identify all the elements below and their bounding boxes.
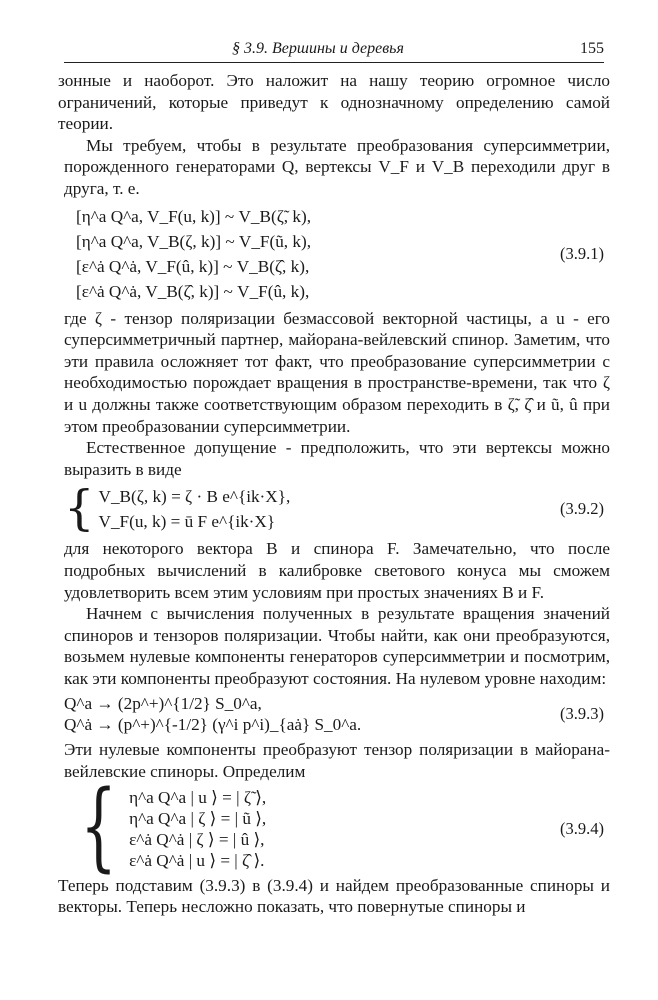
equation-line: V_F(u, k) = ū F e^{ik·X}	[98, 512, 276, 532]
equation-line: [η^a Q^a, V_B(ζ, k)] ~ V_F(ũ, k),	[76, 231, 312, 251]
equation-lines	[129, 787, 266, 871]
equation-3-9-3	[64, 693, 610, 735]
paragraph-5: для некоторого вектора B и спинора F. Замечательно, что после подробных вычислений в калибровке светового конуса мы сможем удовлетворить всем этим условиям при простых значениях B и F.	[64, 539, 610, 602]
equation-number: (3.9.3)	[560, 704, 604, 724]
equation-line: Q^ȧ → (p^+)^{-1/2} (γ^i p^i)_{aȧ} S_0^a.	[64, 715, 362, 735]
equation-line: η^a Q^a | ζ ⟩ = | ũ ⟩,	[129, 808, 267, 828]
equation-number: (3.9.1)	[560, 243, 604, 263]
equation-number: (3.9.4)	[560, 818, 604, 838]
paragraph-4: Естественное допущение - предположить, что эти вертексы можно выразить в виде	[64, 438, 610, 479]
equation-system	[64, 480, 610, 537]
running-head	[64, 36, 604, 63]
equation-line: V_B(ζ, k) = ζ · B e^{ik·X},	[98, 487, 291, 507]
equation-number: (3.9.2)	[560, 499, 604, 519]
paragraph-8: Теперь подставим (3.9.3) в (3.9.4) и найдем преобразованные спиноры и векторы. Теперь несложно показать, что повернутые спиноры и	[58, 875, 610, 917]
paragraph-1: зонные и наоборот. Это наложит на нашу теорию огромное число ограничений, которые приведут к однозначному определению самой теории.	[58, 71, 610, 134]
equation-lines	[99, 484, 291, 534]
section-title: § 3.9. Вершины и деревья	[232, 40, 404, 57]
equation-system	[64, 769, 610, 882]
left-brace: {	[64, 480, 95, 537]
page-number: 155	[580, 40, 604, 57]
equation-line: ε^ȧ Q^ȧ | ζ ⟩ = | û ⟩,	[129, 829, 265, 849]
equation-line: [ε^ȧ Q^ȧ, V_F(û, k)] ~ V_B(ζ̂, k),	[76, 256, 310, 276]
equation-3-9-2	[64, 480, 610, 537]
paragraph-2: Мы требуем, чтобы в результате преобразования суперсимметрии, порожденного генераторами Q, вертексы V_F и V_B переходили друг в друга, т. е.	[64, 135, 610, 198]
equation-line: [η^a Q^a, V_F(u, k)] ~ V_B(ζ̃, k),	[76, 206, 312, 226]
equation-line: [ε^ȧ Q^ȧ, V_B(ζ̂, k)] ~ V_F(û, k),	[76, 281, 310, 301]
equation-line: Q^a → (2p^+)^{1/2} S_0^a,	[64, 694, 262, 714]
equation-line: ε^ȧ Q^ȧ | u ⟩ = | ζ̂ ⟩.	[129, 850, 265, 870]
paragraph-6: Начнем с вычисления полученных в результате вращения значений спиноров и тензоров поляризации. Чтобы найти, как они преобразуются, возьмем нулевые компоненты генераторов суперсимметрии и посмотрим, как эти компоненты преобразуют состояния. На нулевом уровне находим:	[64, 604, 610, 688]
paragraph-7: Эти нулевые компоненты преобразуют тензор поляризации в майорана-вейлевские спиноры. Определим	[64, 740, 610, 782]
paragraph-3: где ζ - тензор поляризации безмассовой векторной частицы, а u - его суперсимметричный партнер, майорана-вейлевский спинор. Заметим, что эти правила осложняет тот факт, что преобразование суперсимметрии с необходимостью порождает вращения в пространстве-времени, так что ζ и u должны также соответствующим образом переходить в ζ̃, ζ̂ и ũ, û при этом преобразовании суперсимметрии.	[64, 308, 610, 436]
equation-3-9-1	[64, 204, 610, 304]
left-brace: {	[80, 769, 117, 882]
page-body	[58, 70, 610, 918]
equation-3-9-4	[64, 769, 610, 882]
equation-line: η^a Q^a | u ⟩ = | ζ̃ ⟩,	[129, 787, 267, 807]
